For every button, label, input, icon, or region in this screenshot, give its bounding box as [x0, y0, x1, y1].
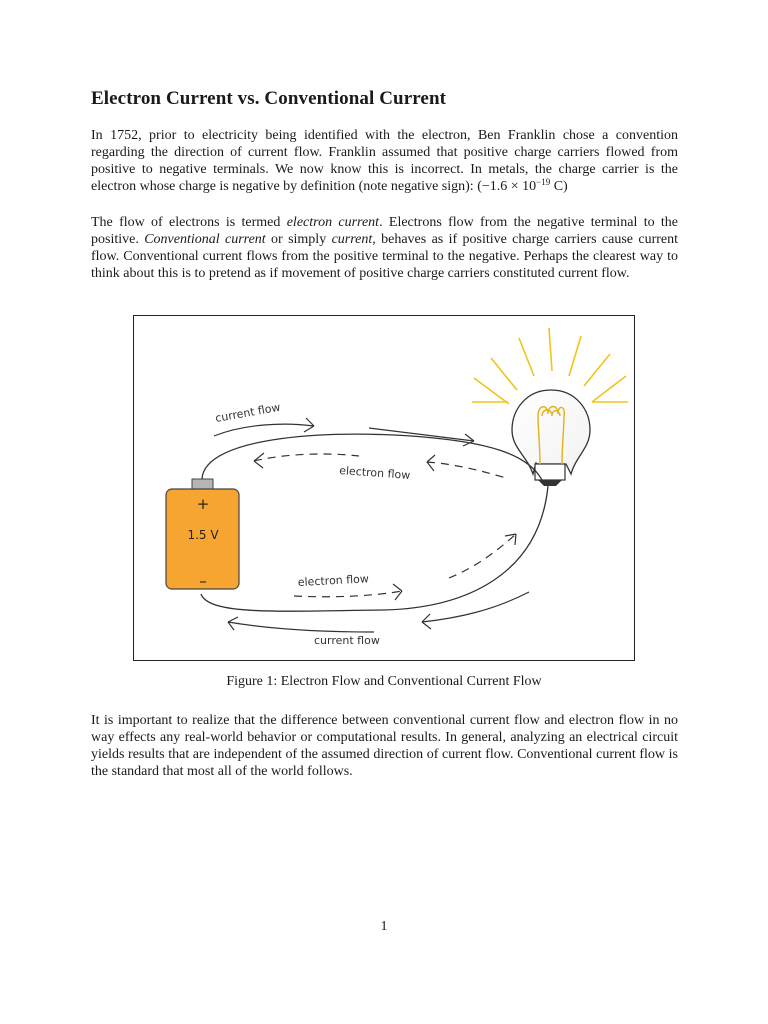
bulb-contact: [538, 480, 562, 486]
paragraph-electron-current: [91, 214, 678, 282]
electron-charge-formula: [477, 179, 568, 194]
electron-flow-arrow-top-2: [427, 462, 506, 478]
label-electron-flow-bottom: electron flow: [297, 572, 370, 589]
p2-text-1: The flow of electrons is termed: [91, 215, 287, 230]
bulb-base: [535, 464, 565, 480]
bottom-wire: [201, 486, 548, 611]
ray-6: [474, 378, 509, 404]
term-electron-current: electron current: [286, 215, 380, 230]
ray-1: [491, 358, 517, 390]
electron-flow-arrow-bottom-1: [294, 591, 402, 597]
ray-5: [584, 354, 610, 386]
circuit-diagram: [134, 316, 636, 662]
figure-caption: Figure 1: Electron Flow and Conventional Current Flow: [226, 674, 542, 689]
current-flow-arrow-top-1: [214, 424, 314, 436]
paragraph-franklin-text: In 1752, prior to electricity being identified with the electron, Ben Franklin chose a convention regarding the direction of current flow. Franklin assumed that positive charge carriers flowed from positive to negative terminals. We now know this is incorrect. In metals, the charge carrier is the electron whose charge is negative by definition (note negative sign):: [91, 128, 678, 194]
label-electron-flow-top: electron flow: [338, 464, 411, 482]
section-title: Electron Current vs. Conventional Current: [91, 88, 447, 109]
battery: [166, 479, 239, 590]
formula-exponent: −19: [536, 177, 551, 187]
battery-voltage-label: 1.5 V: [187, 528, 219, 542]
p2-text-2: . Electrons flow from the negative terminal to the positive.: [91, 215, 678, 247]
light-bulb: [512, 390, 590, 486]
p2-text-4: , behaves as if positive charge carriers cause current flow. Conventional current flows from the positive terminal to the negative. Perhaps the clearest way to think about this is to pretend as if movement of positive charge carriers constituted current flow.: [91, 232, 679, 281]
paragraph-conclusion: It is important to realize that the difference between conventional current flow and electron flow in no way effects any real-world behavior or computational results. In general, analyzing an electrical circuit yields results that are independent of the assumed direction of current flow. Conventional current flow is the standard that most all of the world follows.: [91, 713, 678, 779]
current-flow-arrow-bottom-1: [422, 592, 529, 622]
electron-flow-arrow-top-1: [254, 454, 359, 461]
ray-7: [592, 376, 626, 402]
term-current: current: [331, 232, 373, 247]
formula-base: (−1.6 × 10: [477, 179, 537, 194]
formula-unit: C): [550, 179, 568, 194]
label-current-flow-top: current flow: [214, 400, 282, 425]
p2-text-3: or simply: [265, 232, 332, 247]
ray-2: [519, 338, 534, 376]
ray-4: [569, 336, 581, 376]
term-conventional-current: Conventional current: [144, 232, 266, 247]
current-flow-arrow-bottom-2: [228, 622, 374, 632]
page-number: 1: [380, 919, 388, 934]
circuit-figure: [133, 315, 635, 661]
paragraph-franklin: [91, 127, 678, 195]
battery-negative-terminal: –: [199, 572, 207, 590]
label-current-flow-bottom: current flow: [314, 634, 380, 647]
ray-3: [549, 328, 552, 371]
battery-positive-terminal: +: [196, 495, 210, 513]
